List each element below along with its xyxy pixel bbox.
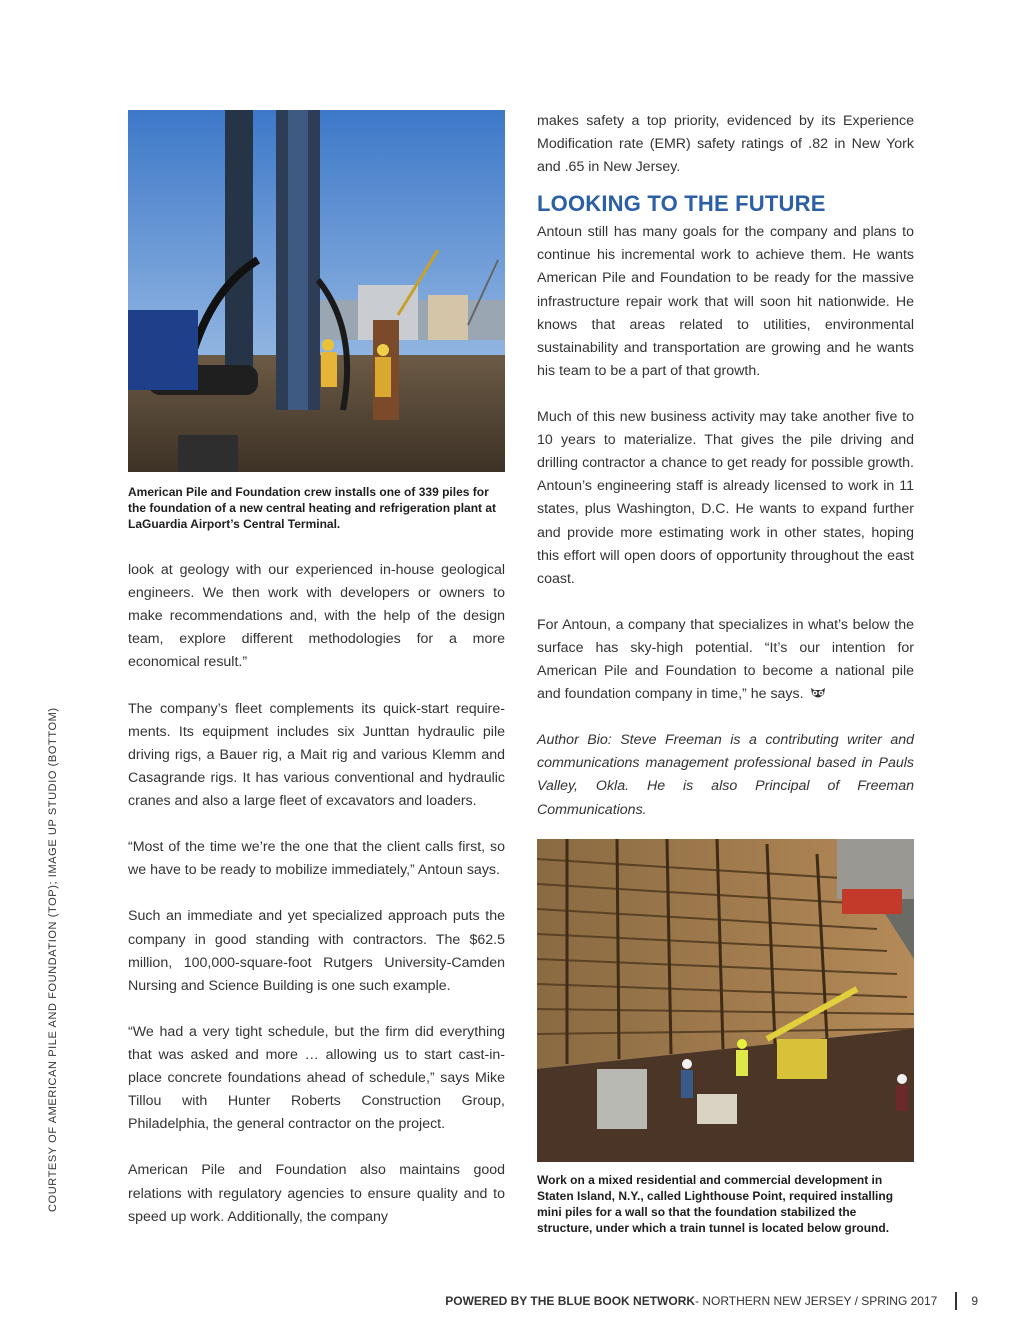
paragraph: The company’s fleet complements its quick-start require-ments. Its equipment includes six Junttan hydraulic pile driving rigs, a Bauer rig, a Mait rig and various Klemm and Casagrande rigs. It has various conventional and hydraulic cranes and also a large fleet of excavators and loaders. [128,700,505,809]
footer-divider [955,1292,957,1310]
right-column [537,110,914,1236]
page-number: 9 [971,1294,978,1308]
page-footer [445,1292,978,1310]
right-body-text [537,221,914,706]
section-heading: LOOKING TO THE FUTURE [537,191,826,217]
paragraph: Much of this new business activity may take another five to 10 years to materialize. That gives the pile driving and drilling contractor a chance to get ready for possible growth. Antoun’s engineering staff is already licensed to work in 11 states, plus Washington, D.C. He wants to expand further and provide more estimating work in other states, hoping this effort will open doors of opportunity throughout the east coast. [537,409,914,587]
photo-lighthouse-point-wall [537,839,914,1162]
end-mark-owl-icon [810,686,826,700]
author-bio: Author Bio: Steve Freeman is a contributing writer and communications management professional based in Pauls Valley, Okla. He is also Principal of Freeman Communications. [537,732,914,818]
paragraph: American Pile and Foundation also maintains good relations with regulatory agencies to ensure quality and to speed up work. Additionally, the company [128,1162,505,1225]
photo-credit: COURTESY OF AMERICAN PILE AND FOUNDATION (TOP); IMAGE UP STUDIO (BOTTOM) [47,707,59,1212]
intro-paragraph: makes safety a top priority, evidenced by its Experience Modification rate (EMR) safety ratings of .82 in New York and .65 in New Jersey. [537,113,914,176]
footer-edition: - NORTHERN NEW JERSEY / SPRING 2017 [695,1294,938,1308]
photo-pile-driving-laguardia [128,110,505,472]
left-column [128,110,505,1229]
paragraph: Such an immediate and yet specialized approach puts the company in good standing with contractors. The $62.5 million, 100,000-square-foot Rutgers University-Camden Nursing and Science Building is one such example. [128,908,505,994]
left-body-text [128,559,505,1229]
paragraph: look at geology with our experienced in-house geological engineers. We then work with developers or owners to make recommendations and, with the help of the design team, explore different methodologies for a more economical result.” [128,562,505,671]
paragraph: Antoun still has many goals for the company and plans to continue his incremental work to achieve them. He wants American Pile and Foundation to be ready for the massive infrastructure repair work that will soon hit nationwide. He knows that areas related to utilities, environmental sustainability and transportation are growing and he wants his team to be a part of that growth. [537,224,914,379]
footer-brand: POWERED BY THE BLUE BOOK NETWORK [445,1294,696,1308]
photo-bottom-caption: Work on a mixed residential and commercial development in Staten Island, N.Y., called Lighthouse Point, required installing mini piles for a wall so that the foundation stabilized the structure, under which a train tunnel is located below ground. [537,1172,894,1235]
paragraph: “We had a very tight schedule, but the firm did everything that was asked and more … allowing us to start cast-in-place concrete foundations ahead of schedule,” says Mike Tillou with Hunter Roberts Construction Group, Philadelphia, the general contractor on the project. [128,1023,505,1133]
closing-paragraph: For Antoun, a company that specializes in what’s below the surface has sky-high potential. “It’s our intention for American Pile and Foundation to become a national pile and foundation company in time,” he says. [537,616,914,703]
photo-top-caption: American Pile and Foundation crew installs one of 339 piles for the foundation of a new central heating and refrigeration plant at LaGuardia Airport’s Central Terminal. [128,485,497,531]
paragraph: “Most of the time we’re the one that the client calls first, so we have to be ready to mobilize immediately,” Antoun says. [128,839,505,879]
